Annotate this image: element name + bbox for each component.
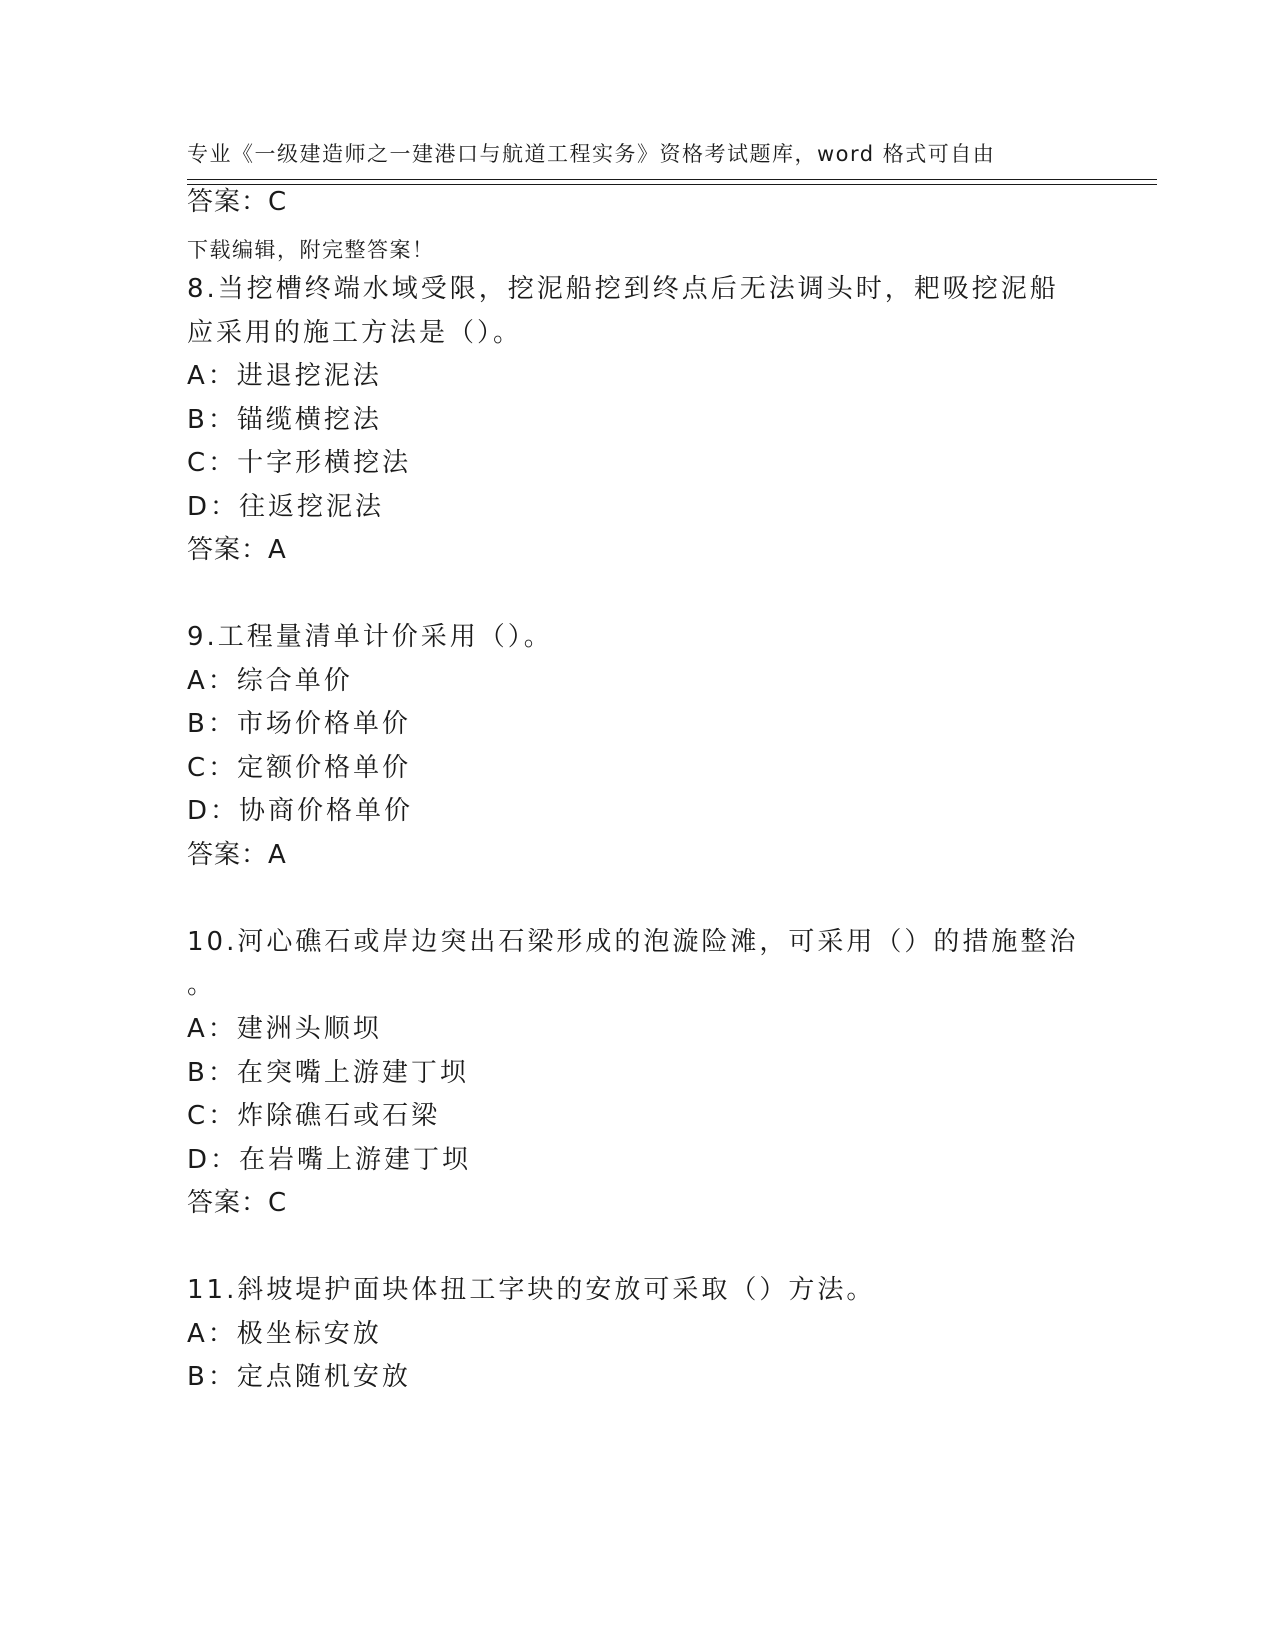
question-8-stem-line-2: 应采用的施工方法是（）。	[187, 318, 523, 348]
question-8-answer: 答案：A	[187, 535, 287, 565]
question-10-option-d: D：在岩嘴上游建丁坝	[187, 1145, 472, 1175]
question-9-option-c: C：定额价格单价	[187, 753, 412, 783]
question-9-option-a: A：综合单价	[187, 666, 353, 696]
question-8-option-c: C：十字形横挖法	[187, 448, 412, 478]
question-11-option-a: A：极坐标安放	[187, 1319, 382, 1349]
question-11-stem-line-1: 11.斜坡堤护面块体扭工字块的安放可采取（）方法。	[187, 1275, 876, 1305]
question-11-option-b: B：定点随机安放	[187, 1362, 411, 1392]
question-8-option-d: D：往返挖泥法	[187, 492, 385, 522]
header-line-2: 下载编辑，附完整答案！	[187, 238, 435, 262]
question-9-stem-line-1: 9.工程量清单计价采用（）。	[187, 622, 553, 652]
question-10-option-a: A：建洲头顺坝	[187, 1014, 382, 1044]
question-8-option-a: A：进退挖泥法	[187, 361, 382, 391]
question-10-option-b: B：在突嘴上游建丁坝	[187, 1058, 469, 1088]
question-10-option-c: C：炸除礁石或石梁	[187, 1101, 441, 1131]
question-8-stem-line-1: 8.当挖槽终端水域受限，挖泥船挖到终点后无法调头时，耙吸挖泥船	[187, 274, 1059, 304]
header-line-1: 专业《一级建造师之一建港口与航道工程实务》资格考试题库，word 格式可自由	[187, 142, 996, 166]
header-rule-bottom	[187, 184, 1157, 185]
question-10-stem-line-2: 。	[187, 970, 217, 1000]
question-9-option-d: D：协商价格单价	[187, 796, 414, 826]
header-rule-top	[187, 179, 1157, 180]
prev-answer: 答案：C	[187, 187, 288, 217]
question-10-answer: 答案：C	[187, 1188, 288, 1218]
question-9-answer: 答案：A	[187, 840, 287, 870]
question-8-option-b: B：锚缆横挖法	[187, 405, 382, 435]
document-header	[187, 74, 1087, 298]
question-9-option-b: B：市场价格单价	[187, 709, 411, 739]
question-10-stem-line-1: 10.河心礁石或岸边突出石梁形成的泡漩险滩，可采用（）的措施整治	[187, 927, 1079, 957]
